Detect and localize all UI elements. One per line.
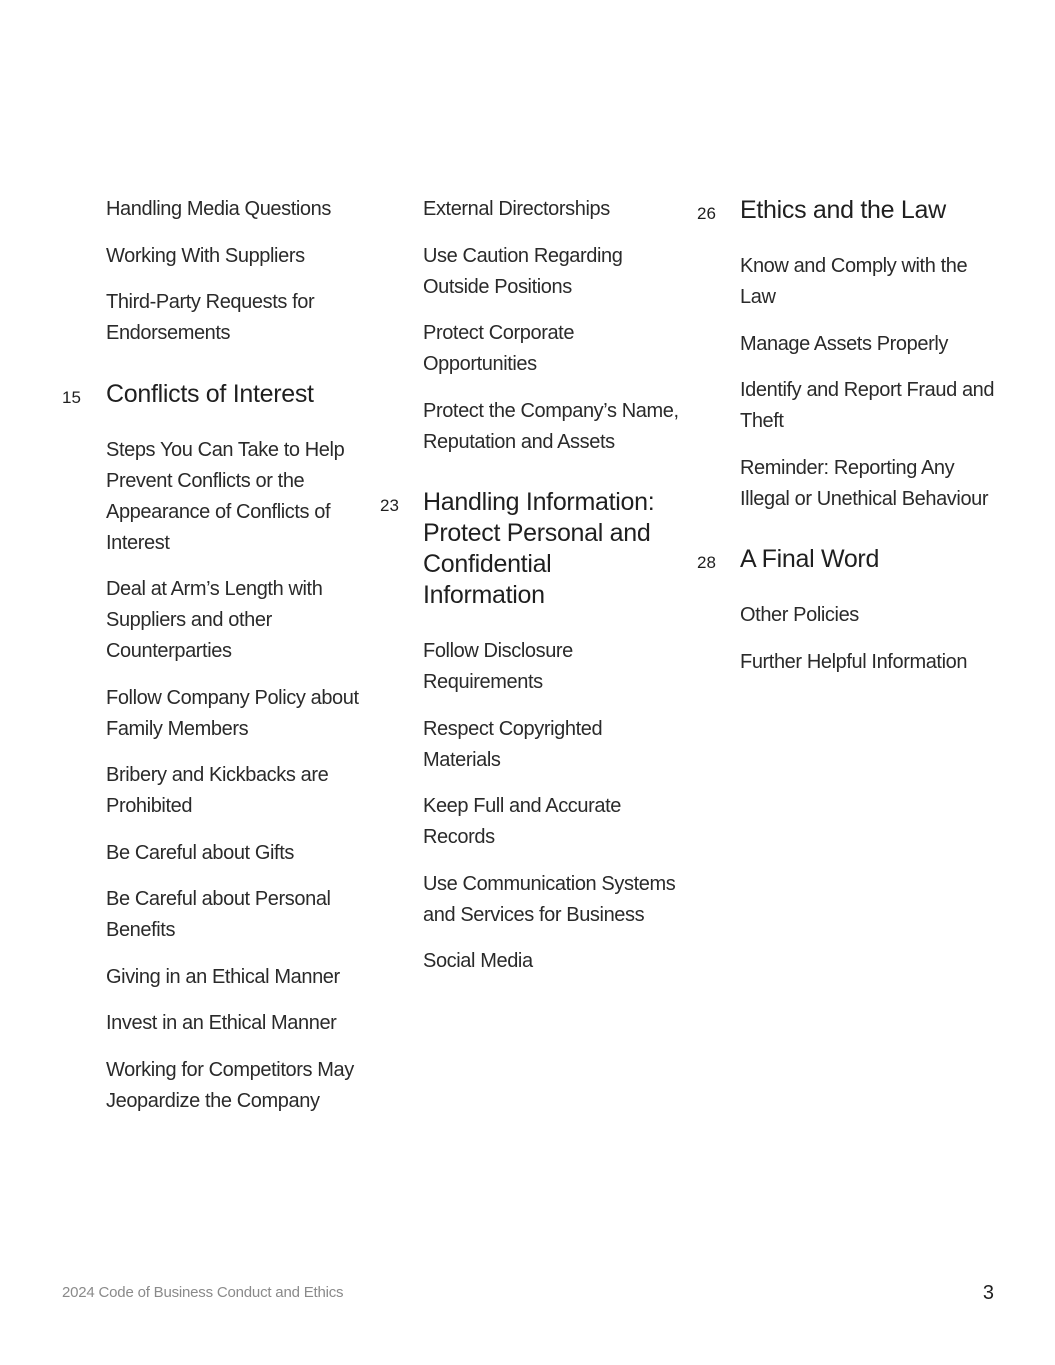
toc-item-third-party-requests-cont[interactable]: Endorsements: [106, 322, 231, 344]
section-title-handling-information-cont[interactable]: Information: [423, 581, 545, 609]
toc-item-corporate-opportunities[interactable]: Protect Corporate: [423, 322, 575, 344]
toc-item-outside-positions[interactable]: Use Caution Regarding: [423, 245, 623, 267]
toc-item-competitors-cont[interactable]: Jeopardize the Company: [106, 1090, 320, 1112]
toc-item-family-members[interactable]: Follow Company Policy about: [106, 687, 359, 709]
toc-item-handling-media[interactable]: Handling Media Questions: [106, 198, 331, 220]
toc-item-bribery-cont[interactable]: Prohibited: [106, 795, 193, 817]
toc-item-other-policies[interactable]: Other Policies: [740, 604, 859, 626]
toc-item-know-comply-cont[interactable]: Law: [740, 286, 776, 308]
page-number: 3: [982, 1282, 994, 1304]
toc-item-disclosure[interactable]: Follow Disclosure: [423, 640, 573, 662]
toc-item-arms-length[interactable]: Deal at Arm’s Length with: [106, 578, 323, 600]
toc-item-copyrighted-cont[interactable]: Materials: [423, 749, 501, 771]
toc-item-corporate-opportunities-cont[interactable]: Opportunities: [423, 353, 537, 375]
toc-item-communication-systems-cont[interactable]: and Services for Business: [423, 904, 645, 926]
toc-item-bribery[interactable]: Bribery and Kickbacks are: [106, 764, 329, 786]
toc-item-records-cont[interactable]: Records: [423, 826, 495, 848]
toc-item-steps-cont[interactable]: Prevent Conflicts or the: [106, 470, 305, 492]
toc-item-steps[interactable]: Steps You Can Take to Help: [106, 439, 345, 461]
toc-item-giving[interactable]: Giving in an Ethical Manner: [106, 966, 340, 988]
toc-item-social-media[interactable]: Social Media: [423, 950, 533, 972]
toc-item-fraud-theft-cont[interactable]: Theft: [740, 410, 784, 432]
toc-item-arms-length-cont[interactable]: Suppliers and other: [106, 609, 272, 631]
toc-item-disclosure-cont[interactable]: Requirements: [423, 671, 543, 693]
toc-item-arms-length-cont[interactable]: Counterparties: [106, 640, 232, 662]
toc-item-company-name[interactable]: Protect the Company’s Name,: [423, 400, 679, 422]
toc-item-working-with-suppliers[interactable]: Working With Suppliers: [106, 245, 305, 267]
section-title-final-word[interactable]: A Final Word: [740, 545, 880, 573]
toc-item-fraud-theft[interactable]: Identify and Report Fraud and: [740, 379, 995, 401]
section-title-handling-information-cont[interactable]: Protect Personal and: [423, 519, 651, 547]
toc-item-outside-positions-cont[interactable]: Outside Positions: [423, 276, 572, 298]
toc-item-family-members-cont[interactable]: Family Members: [106, 718, 249, 740]
toc-item-third-party-requests[interactable]: Third-Party Requests for: [106, 291, 315, 313]
section-page-number: 26: [697, 204, 716, 223]
toc-item-personal-benefits[interactable]: Be Careful about Personal: [106, 888, 331, 910]
toc-item-know-comply[interactable]: Know and Comply with the: [740, 255, 968, 277]
toc-item-copyrighted[interactable]: Respect Copyrighted: [423, 718, 603, 740]
section-title-conflicts[interactable]: Conflicts of Interest: [106, 380, 314, 408]
toc-item-invest[interactable]: Invest in an Ethical Manner: [106, 1012, 337, 1034]
toc-item-steps-cont[interactable]: Appearance of Conflicts of: [106, 501, 331, 523]
toc-item-steps-cont[interactable]: Interest: [106, 532, 170, 554]
toc-item-reminder[interactable]: Reminder: Reporting Any: [740, 457, 955, 479]
section-title-handling-information[interactable]: Handling Information:: [423, 488, 655, 516]
toc-item-company-name-cont[interactable]: Reputation and Assets: [423, 431, 615, 453]
section-page-number: 28: [697, 553, 716, 572]
toc-item-gifts[interactable]: Be Careful about Gifts: [106, 842, 294, 864]
section-title-ethics-law[interactable]: Ethics and the Law: [740, 196, 946, 224]
toc-item-records[interactable]: Keep Full and Accurate: [423, 795, 621, 817]
toc-item-competitors[interactable]: Working for Competitors May: [106, 1059, 354, 1081]
section-title-handling-information-cont[interactable]: Confidential: [423, 550, 552, 578]
section-page-number: 23: [380, 496, 399, 515]
toc-item-further-info[interactable]: Further Helpful Information: [740, 651, 968, 673]
toc-item-personal-benefits-cont[interactable]: Benefits: [106, 919, 176, 941]
section-page-number: 15: [62, 388, 81, 407]
toc-item-reminder-cont[interactable]: Illegal or Unethical Behaviour: [740, 488, 989, 510]
footer-document-title: 2024 Code of Business Conduct and Ethics: [62, 1284, 344, 1301]
toc-item-manage-assets[interactable]: Manage Assets Properly: [740, 333, 948, 355]
toc-item-external-directorships[interactable]: External Directorships: [423, 198, 610, 220]
toc-item-communication-systems[interactable]: Use Communication Systems: [423, 873, 676, 895]
